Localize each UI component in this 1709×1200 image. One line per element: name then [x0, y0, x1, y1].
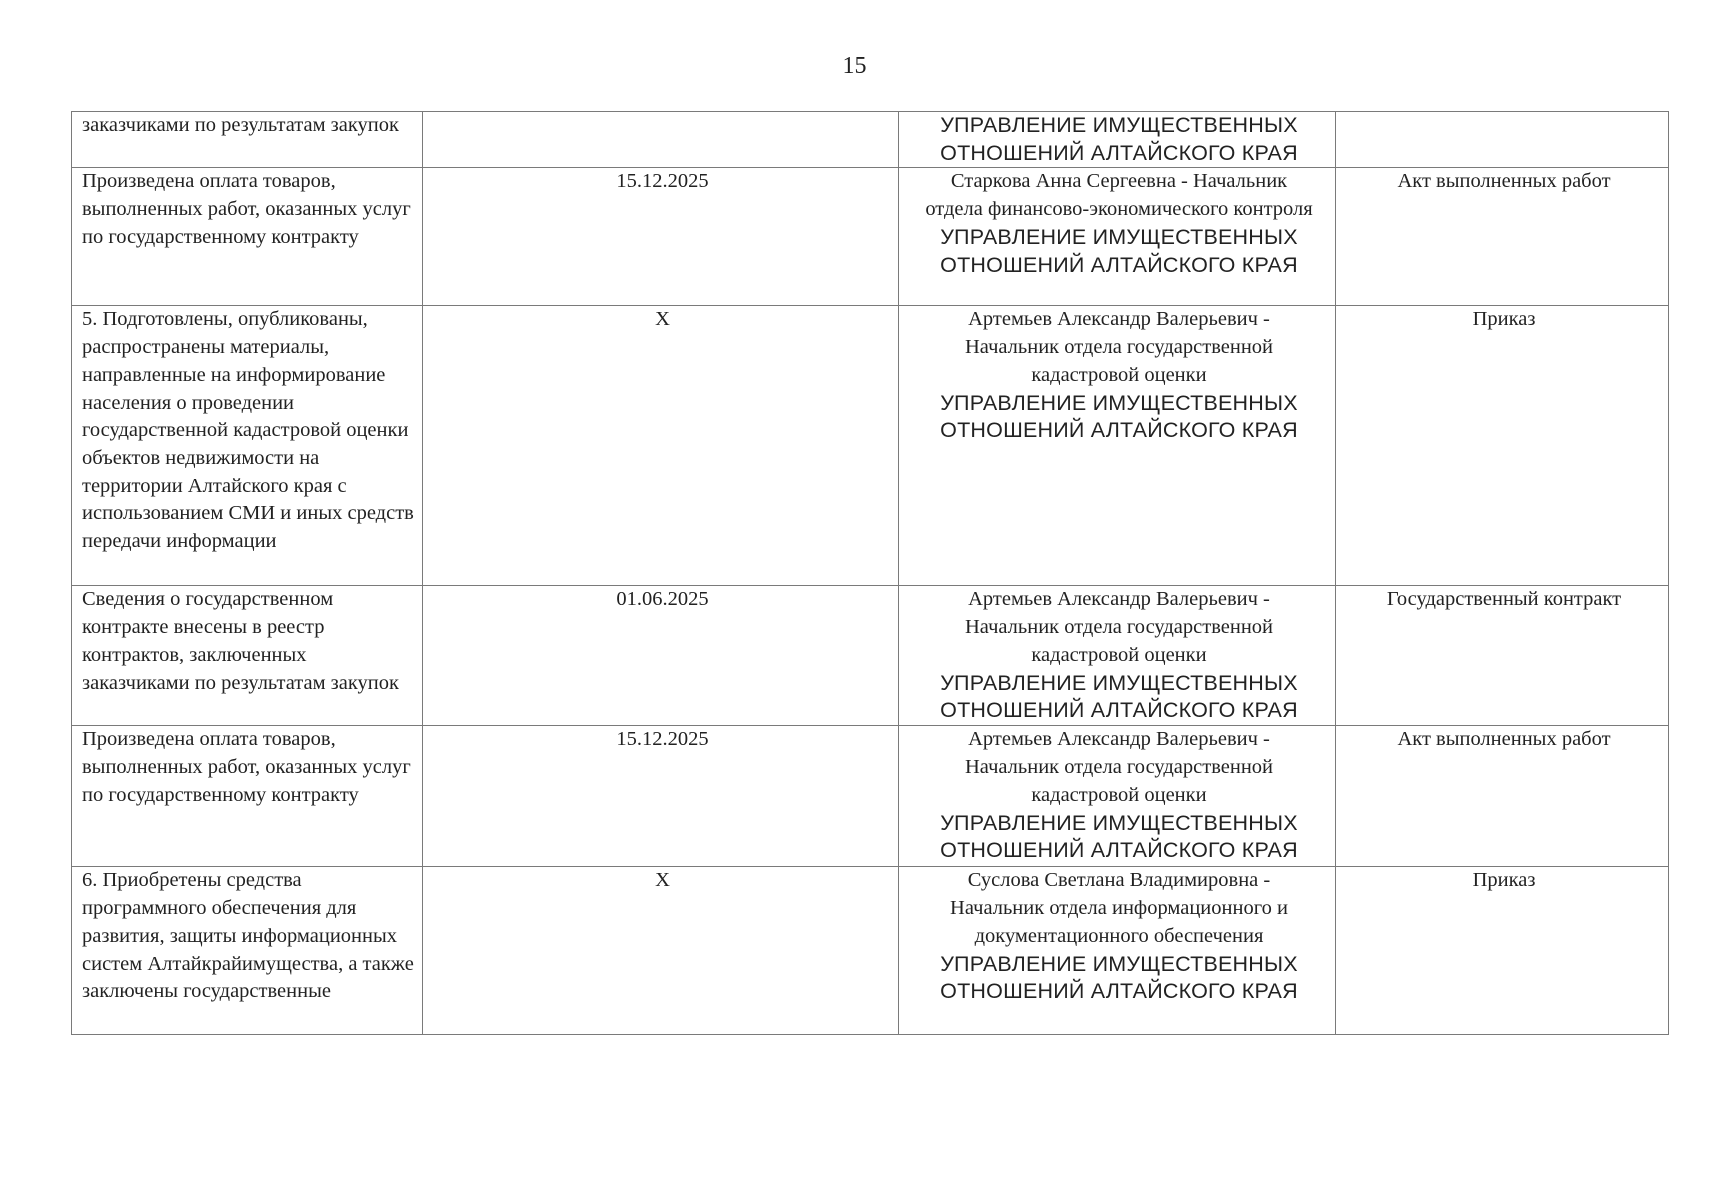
organization-name: УПРАВЛЕНИЕ ИМУЩЕСТВЕННЫХ ОТНОШЕНИЙ АЛТАЙСКОГО КРАЯ	[940, 810, 1298, 863]
event-text: 5. Подготовлены, опубликованы, распространены материалы, направленные на информирование населения о проведении государственной кадастровой оценки объектов недвижимости на территории Алтайского края с использованием СМИ и иных средств передачи информации	[82, 308, 414, 553]
responsible-cell	[899, 168, 1336, 306]
document-cell: Приказ	[1336, 867, 1669, 1035]
document-cell: Акт выполненных работ	[1336, 726, 1669, 867]
responsible-person: Артемьев Александр Валерьевич -	[968, 588, 1270, 611]
responsible-cell	[899, 586, 1336, 726]
document-cell: Государственный контракт	[1336, 586, 1669, 726]
date-cell	[423, 112, 899, 168]
organization-name: УПРАВЛЕНИЕ ИМУЩЕСТВЕННЫХ ОТНОШЕНИЙ АЛТАЙСКОГО КРАЯ	[940, 224, 1298, 277]
table-row	[72, 112, 1669, 168]
table-row	[72, 168, 1669, 306]
responsible-cell	[899, 726, 1336, 867]
organization-name: УПРАВЛЕНИЕ ИМУЩЕСТВЕННЫХ ОТНОШЕНИЙ АЛТАЙСКОГО КРАЯ	[940, 670, 1298, 723]
document-cell	[1336, 112, 1669, 168]
responsible-position: Начальник отдела государственной кадастровой оценки	[964, 616, 1274, 666]
responsible-cell	[899, 867, 1336, 1035]
event-text: Произведена оплата товаров, выполненных работ, оказанных услуг по государственному контракту	[82, 728, 411, 806]
table-row	[72, 867, 1669, 1035]
organization-name: УПРАВЛЕНИЕ ИМУЩЕСТВЕННЫХ ОТНОШЕНИЙ АЛТАЙСКОГО КРАЯ	[940, 390, 1298, 443]
responsible-position: Начальник отдела государственной кадастровой оценки	[964, 756, 1274, 806]
organization-name: УПРАВЛЕНИЕ ИМУЩЕСТВЕННЫХ ОТНОШЕНИЙ АЛТАЙСКОГО КРАЯ	[940, 113, 1298, 165]
event-cell	[72, 586, 423, 726]
date-cell: Х	[423, 867, 899, 1035]
event-cell	[72, 726, 423, 867]
responsible-person: Старкова Анна Сергеевна - Начальник	[950, 170, 1288, 193]
responsible-person: Суслова Светлана Владимировна -	[967, 869, 1271, 892]
responsible-position: Начальник отдела информационного и документационного обеспечения	[950, 897, 1288, 947]
event-cell	[72, 867, 423, 1035]
responsible-person: Артемьев Александр Валерьевич -	[968, 308, 1270, 331]
responsible-cell	[899, 112, 1336, 168]
event-cell	[72, 306, 423, 586]
table-row	[72, 306, 1669, 586]
event-text: заказчиками по результатам закупок	[82, 114, 399, 136]
plan-table	[71, 111, 1669, 1035]
date-cell: 15.12.2025	[423, 726, 899, 867]
responsible-cell	[899, 306, 1336, 586]
event-cell	[72, 112, 423, 168]
event-text: Сведения о государственном контракте внесены в реестр контрактов, заключенных заказчиками по результатам закупок	[82, 588, 399, 694]
event-text: 6. Приобретены средства программного обеспечения для развития, защиты информационных систем Алтайкрайимущества, а также заключены государственные	[82, 869, 414, 1003]
document-cell: Приказ	[1336, 306, 1669, 586]
date-cell: 15.12.2025	[423, 168, 899, 306]
responsible-position: отдела финансово-экономического контроля	[925, 198, 1313, 221]
organization-name: УПРАВЛЕНИЕ ИМУЩЕСТВЕННЫХ ОТНОШЕНИЙ АЛТАЙСКОГО КРАЯ	[940, 951, 1298, 1004]
date-cell: Х	[423, 306, 899, 586]
document-cell: Акт выполненных работ	[1336, 168, 1669, 306]
responsible-position: Начальник отдела государственной кадастровой оценки	[964, 336, 1274, 386]
page-number: 15	[842, 53, 867, 79]
event-cell	[72, 168, 423, 306]
date-cell: 01.06.2025	[423, 586, 899, 726]
table-row	[72, 726, 1669, 867]
table-row	[72, 586, 1669, 726]
responsible-person: Артемьев Александр Валерьевич -	[968, 728, 1270, 751]
event-text: Произведена оплата товаров, выполненных работ, оказанных услуг по государственному контракту	[82, 170, 411, 248]
